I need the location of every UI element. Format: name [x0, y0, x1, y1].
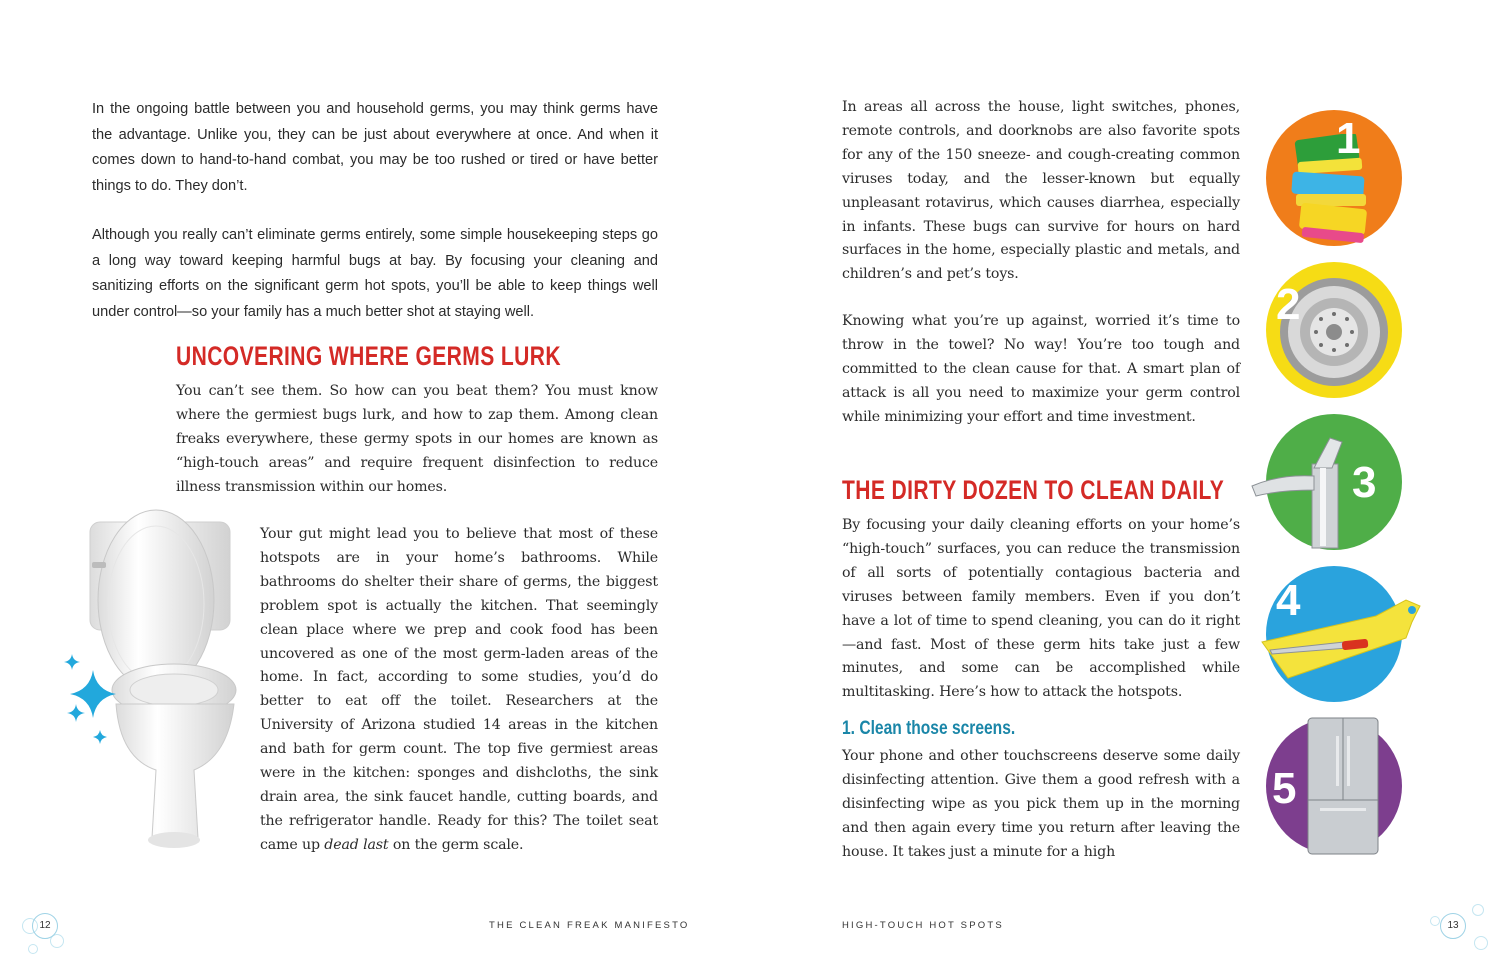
right-page	[750, 0, 1500, 980]
bubble-decoration	[1472, 904, 1484, 916]
section-heading-germs-lurk: UNCOVERING WHERE GERMS LURK	[176, 341, 561, 371]
faucet-icon	[1250, 424, 1360, 550]
section-paragraph: You can’t see them. So how can you beat them? You must know where the germiest bugs lurk, and how to zap them. Among clean freaks everywhere, these germy spots in our homes are known as “high-touch areas” and require frequent disinfection to reduce illness transmission within our homes.	[176, 383, 658, 495]
bubble-decoration	[1474, 936, 1488, 950]
hotspot-number: 2	[1276, 280, 1301, 329]
refrigerator-icon	[1306, 716, 1382, 858]
paragraph-screens: Your phone and other touchscreens deserve some daily disinfecting attention. Give them a good refresh with a disinfecting wipe as you pick them up in the morning and then again every time you return after leaving the house. It takes just a minute for a high	[842, 748, 1240, 860]
page-number: 12	[32, 913, 58, 939]
running-footer: HIGH-TOUCH HOT SPOTS	[842, 920, 1004, 931]
hotspot-number: 3	[1352, 458, 1377, 507]
paragraph-daily-cleaning: By focusing your daily cleaning efforts on your home’s “high-touch” surfaces, you can reduce the transmission of all sorts of potentially contagious bacteria and viruses between family members. Even if you don’t have a lot of time to spend cleaning, you can do it right—and fast. Most of these germ hits take just a few minutes, and some can be accomplished while multitasking. Here’s how to attack the hotspots.	[842, 517, 1240, 701]
hotspot-2-sink-drain	[1266, 262, 1402, 398]
bubble-decoration	[1430, 916, 1440, 926]
hotspot-3-faucet	[1266, 414, 1402, 550]
bubble-decoration	[28, 944, 38, 954]
sparkle-icon	[58, 650, 128, 760]
body-paragraph-kitchen: Your gut might lead you to believe that most of these hotspots are in your home’s bathrooms. While bathrooms do shelter their share of germs, the biggest problem spot is actually the kitchen. That seemingly clean place where we prep and cook food has been uncovered as one of the most germ-laden areas of the home. In fact, according to some studies, you’d do better to eat off the toilet. Researchers at the University of Arizona studied 14 areas in the kitchen and bath for germ count. The top five germiest areas were in the kitchen: sponges and dishcloths, the sink drain area, the sink faucet handle, cutting boards, and the refrigerator handle. Ready for this? The toilet seat came up dead last on the germ scale.	[260, 526, 658, 853]
hotspot-4-cutting-board	[1266, 566, 1402, 702]
hotspot-number: 5	[1272, 764, 1297, 813]
paragraph-smart-plan: Knowing what you’re up against, worried it’s time to throw in the towel? No way! You’re too tough and committed to the clean cause for that. A smart plan of attack is all you need to maximize your germ control while minimizing your effort and time investment.	[842, 313, 1240, 425]
subheading-clean-screens: 1. Clean those screens.	[842, 718, 1016, 739]
hotspot-number: 1	[1336, 114, 1361, 163]
hotspot-5-refrigerator	[1266, 718, 1402, 854]
hotspot-1-sponges	[1266, 110, 1402, 246]
hotspot-number: 4	[1276, 576, 1301, 625]
running-footer: THE CLEAN FREAK MANIFESTO	[489, 920, 690, 931]
section-heading-dirty-dozen: THE DIRTY DOZEN TO CLEAN DAILY	[842, 475, 1225, 505]
intro-paragraph-1: In the ongoing battle between you and household germs, you may think germs have the advantage. Unlike you, they can be just about everywhere at once. And when it comes down to hand-to-hand combat, you may be too rushed or tired or have better things to do. They don’t.	[92, 101, 658, 194]
page-number: 13	[1440, 913, 1466, 939]
intro-paragraph-2: Although you really can’t eliminate germs entirely, some simple housekeeping steps go a long way toward keeping harmful bugs at bay. By focusing your cleaning and sanitizing efforts on the significant germ hot spots, you’ll be able to keep things well under control—so your family has a much better shot at staying well.	[92, 227, 658, 320]
paragraph-light-switches: In areas all across the house, light switches, phones, remote controls, and doorknobs are also favorite spots for any of the 150 sneeze- and cough-creating common viruses today, and the lesser-known but equally unpleasant rotavirus, which causes diarrhea, especially in infants. These bugs can survive for hours on hard surfaces in the home, especially plastic and metals, and children’s and pet’s toys.	[842, 99, 1240, 283]
sponge-icon	[1288, 134, 1374, 244]
